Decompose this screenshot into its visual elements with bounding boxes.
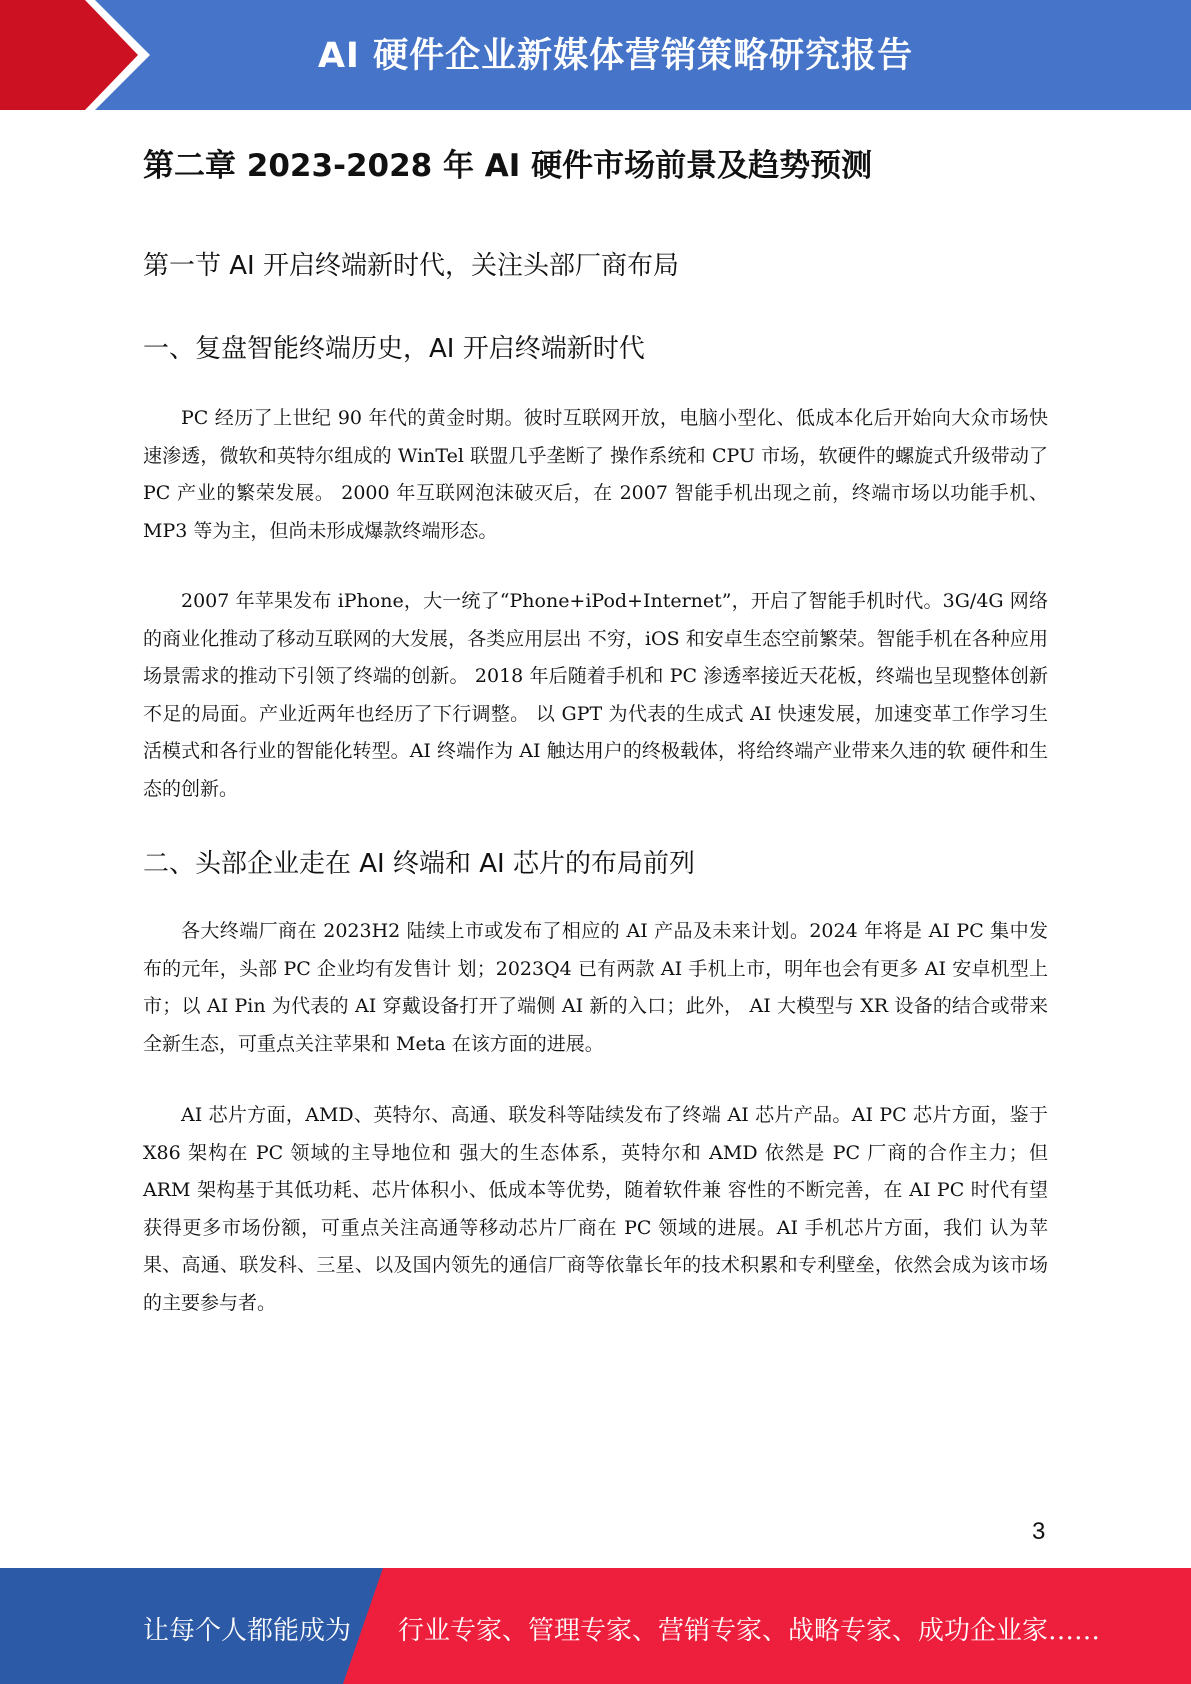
subsection-title-2: 二、头部企业走在 AI 终端和 AI 芯片的布局前列	[143, 849, 695, 879]
section-title: 第一节 AI 开启终端新时代，关注头部厂商布局	[143, 251, 679, 281]
chapter-title: 第二章 2023-2028 年 AI 硬件市场前景及趋势预测	[143, 148, 873, 184]
paragraph: 各大终端厂商在 2023H2 陆续上市或发布了相应的 AI 产品及未来计划。2024 年将是 AI PC 集中发布的元年，头部 PC 企业均有发售计 划；2023Q4 已有两款 AI 手机上市，明年也会有更多 AI 安卓机型上市；以 AI Pin 为代表的 AI 穿戴设备打开了端侧 AI 新的入口；此外， AI 大模型与 XR 设备的结合或带来全新生态，可重点关注苹果和 Meta 在该方面的进展。	[143, 920, 1048, 1055]
paragraph: AI 芯片方面，AMD、英特尔、高通、联发科等陆续发布了终端 AI 芯片产品。AI PC 芯片方面，鉴于 X86 架构在 PC 领域的主导地位和 强大的生态体系，英特尔和 AMD 依然是 PC 厂商的合作主力；但 ARM 架构基于其低功耗、芯片体积小、低成本等优势，随着软件兼 容性的不断完善，在 AI PC 时代有望获得更多市场份额，可重点关注高通等移动芯片厂商在 PC 领域的进展。AI 手机芯片方面，我们 认为苹果、高通、联发科、三星、以及国内领先的通信厂商等依靠长年的技术积累和专利壁垒，依然会成为该市场的主要参与者。	[143, 1104, 1048, 1314]
report-title: AI 硬件企业新媒体营销策略研究报告	[317, 36, 914, 76]
footer-banner	[0, 1568, 1191, 1684]
subsection-title-1: 一、复盘智能终端历史，AI 开启终端新时代	[143, 334, 645, 364]
header-bar	[0, 0, 1191, 110]
page-number: 3	[1032, 1518, 1046, 1545]
footer-slogan-right: 行业专家、管理专家、营销专家、战略专家、成功企业家……	[398, 1616, 1101, 1646]
footer-slogan-left: 让每个人都能成为	[143, 1616, 352, 1646]
paragraph: 2007 年苹果发布 iPhone，大一统了“Phone+iPod+Internet”，开启了智能手机时代。3G/4G 网络的商业化推动了移动互联网的大发展，各类应用层出 不穷，iOS 和安卓生态空前繁荣。智能手机在各种应用场景需求的推动下引领了终端的创新。 2018 年后随着手机和 PC 渗透率接近天花板，终端也呈现整体创新不足的局面。产业近两年也经历了下行调整。 以 GPT 为代表的生成式 AI 快速发展，加速变革工作学习生活模式和各行业的智能化转型。AI 终端作为 AI 触达用户的终极载体，将给终端产业带来久违的软 硬件和生态的创新。	[143, 590, 1048, 800]
paragraph: PC 经历了上世纪 90 年代的黄金时期。彼时互联网开放，电脑小型化、低成本化后开始向大众市场快速渗透，微软和英特尔组成的 WinTel 联盟几乎垄断了 操作系统和 CPU 市场，软硬件的螺旋式升级带动了 PC 产业的繁荣发展。 2000 年互联网泡沫破灭后，在 2007 智能手机出现之前，终端市场以功能手机、MP3 等为主，但尚未形成爆款终端形态。	[143, 407, 1048, 542]
